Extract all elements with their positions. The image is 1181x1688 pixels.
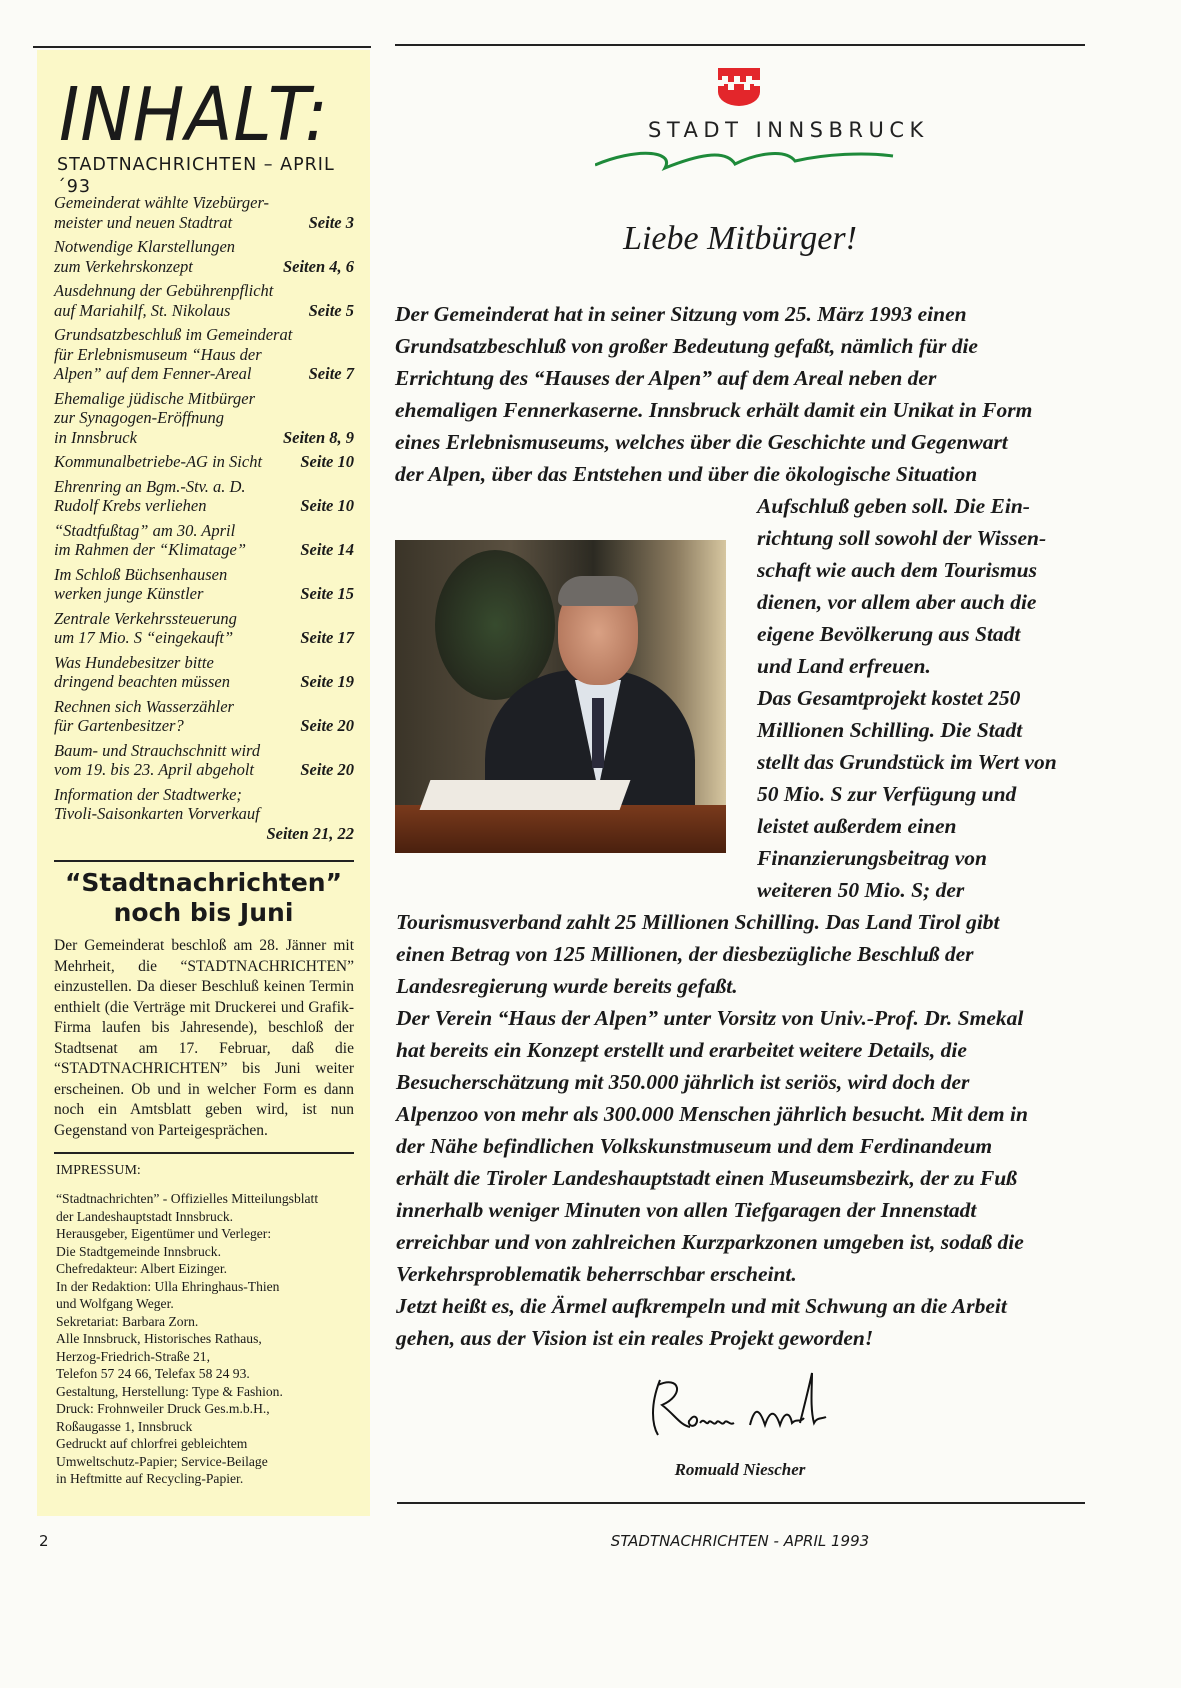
impressum-line: der Landeshauptstadt Innsbruck. (56, 1208, 234, 1224)
toc-page-ref: Seite 10 (300, 452, 354, 471)
top-rule-left (33, 46, 371, 48)
letter-line: eigene Bevölkerung aus Stadt (757, 622, 1021, 646)
letter-line: der Alpen, über das Entstehen und über die ökologische Situation (395, 462, 978, 486)
letter-line: Finanzierungsbeitrag von (757, 846, 987, 870)
impressum-line: Sekretariat: Barbara Zorn. (56, 1313, 199, 1329)
toc-entry (54, 237, 354, 276)
letter-line: einen Betrag von 125 Millionen, der diesbezügliche Beschluß der (396, 942, 974, 966)
impressum-line: Herzog-Friedrich-Straße 21, (56, 1348, 211, 1364)
letter-greeting: Liebe Mitbürger! (623, 220, 857, 257)
toc-entry-line: zum Verkehrskonzept (54, 256, 193, 276)
contents-sidebar (37, 50, 370, 1516)
toc-entry (54, 521, 354, 560)
letter-line: der Nähe befindlichen Volkskunstmuseum und dem Ferdinandeum (396, 1134, 993, 1158)
impressum-line: Alle Innsbruck, Historisches Rathaus, (56, 1331, 262, 1346)
impressum-line: Umweltschutz-Papier; Service-Beilage (56, 1453, 268, 1469)
letter-line: dienen, vor allem aber auch die (757, 590, 1037, 614)
page-number: 2 (39, 1532, 49, 1550)
toc-entry (54, 452, 354, 472)
letter-line: Verkehrsproblematik beherrschbar erscheint. (396, 1262, 797, 1286)
toc-entry-line: “Stadtfußtag” am 30. April (54, 520, 236, 540)
toc-entry-line: auf Mariahilf, St. Nikolaus (54, 300, 231, 320)
toc-page-ref: Seite 15 (300, 584, 354, 603)
impressum-line: Druck: Frohnweiler Druck Ges.m.b.H., (56, 1401, 270, 1416)
toc-page-ref: Seiten 21, 22 (266, 823, 354, 843)
toc-page-ref: Seite 20 (300, 760, 354, 779)
letter-line: gehen, aus der Vision ist ein reales Projekt geworden! (396, 1326, 874, 1350)
toc-entry-line: Rechnen sich Wasserzähler (54, 696, 234, 716)
toc-entry (54, 281, 354, 320)
letter-line: Das Gesamtprojekt kostet 250 (757, 686, 1021, 710)
letter-line: Landesregierung wurde bereits gefaßt. (396, 974, 738, 998)
contents-subtitle: STADTNACHRICHTEN – APRIL ´93 (57, 155, 335, 197)
toc-entry (54, 193, 354, 232)
signature (640, 1365, 840, 1445)
letter-line: richtung soll sowohl der Wissen- (757, 526, 1047, 550)
impressum-line: Roßaugasse 1, Innsbruck (56, 1418, 193, 1434)
letter-line: innerhalb weniger Minuten von allen Tiefgaragen der Innenstadt (396, 1198, 977, 1222)
toc-entry-line: Kommunalbetriebe-AG in Sicht (54, 452, 263, 471)
notice-headline (37, 868, 370, 928)
toc-entry-line: für Gartenbesitzer? (54, 716, 184, 735)
toc-page-ref: Seite 7 (308, 364, 354, 383)
toc-page-ref: Seiten 8, 9 (282, 427, 354, 447)
toc-entry-line: Was Hundebesitzer bitte (54, 652, 214, 672)
table-of-contents (54, 193, 354, 848)
impressum-line: Gedruckt auf chlorfrei gebleichtem (56, 1436, 248, 1451)
notice-headline-line: noch bis Juni (113, 898, 294, 927)
toc-entry (54, 697, 354, 736)
toc-entry (54, 609, 354, 648)
letter-line: erreichbar und von zahlreichen Kurzparkzonen umgeben ist, sodaß die (396, 1230, 1024, 1254)
impressum-line: “Stadtnachrichten” - Offizielles Mitteilungsblatt (56, 1191, 319, 1206)
footer-text: STADTNACHRICHTEN - APRIL 1993 (610, 1532, 870, 1550)
logo-text: STADT INNSBRUCK (648, 118, 929, 142)
letter-line: hat bereits ein Konzept erstellt und erarbeitet weitere Details, die (396, 1038, 967, 1062)
impressum-line: In der Redaktion: Ulla Ehringhaus-Thien (56, 1278, 280, 1294)
letter-line: und Land erfreuen. (757, 654, 931, 678)
toc-entry-line: für Erlebnismuseum “Haus der (54, 344, 262, 364)
impressum-line: Die Stadtgemeinde Innsbruck. (56, 1243, 221, 1259)
impressum-heading: IMPRESSUM: (56, 1163, 141, 1178)
letter-line: Besucherschätzung mit 350.000 jährlich ist seriös, wird doch der (396, 1070, 970, 1094)
hair-shape (558, 576, 638, 606)
papers-shape (420, 780, 631, 810)
toc-entry-line: Baum- und Strauchschnitt wird (54, 740, 261, 760)
bottom-rule-right (397, 1502, 1085, 1504)
toc-entry-line: in Innsbruck (54, 427, 137, 447)
toc-entry (54, 477, 354, 516)
coat-of-arms-icon (718, 68, 760, 106)
toc-entry-line: Gemeinderat wählte Vizebürger- (54, 193, 270, 212)
notice-text: Der Gemeinderat beschloß am 28. Jänner mit Mehrheit, die “STADTNACHRICHTEN” einzustellen. Da dieser Beschluß keinen Termin enthielt (die Verträge mit Druckerei und Grafik-Firma laufen bis Jahresende), beschloß der Stadtsenat am 17. Februar, daß die “STADTNACHRICHTEN” bis Juni weiter erscheinen. Ob und in welcher Form es dann noch ein Amtsblatt geben wird, ist nun Gegenstand von Parteigesprächen. (54, 937, 354, 1139)
impressum-line: Chefredakteur: Albert Eizinger. (56, 1261, 227, 1276)
green-wave (595, 153, 893, 168)
impressum-line: Herausgeber, Eigentümer und Verleger: (56, 1226, 272, 1241)
toc-page-ref: Seite 3 (308, 212, 354, 232)
box-top-rule (54, 860, 354, 862)
letter-line: Jetzt heißt es, die Ärmel aufkrempeln und mit Schwung an die Arbeit (396, 1294, 1007, 1318)
top-rule-right (395, 44, 1085, 46)
letter-line: Der Verein “Haus der Alpen” unter Vorsitz von Univ.-Prof. Dr. Smekal (396, 1006, 1024, 1030)
signer-name: Romuald Niescher (674, 1460, 806, 1479)
desk-shape (395, 805, 726, 853)
toc-entry-line: Rudolf Krebs verliehen (54, 496, 207, 515)
toc-entry (54, 741, 354, 780)
toc-entry-line: werken junge Künstler (54, 584, 204, 603)
letter-line: Tourismusverband zahlt 25 Millionen Schilling. Das Land Tirol gibt (396, 910, 1000, 934)
impressum-line: und Wolfgang Weger. (56, 1296, 174, 1311)
toc-entry (54, 785, 354, 844)
toc-entry-line: Grundsatzbeschluß im Gemeinderat (54, 325, 293, 344)
toc-page-ref: Seite 5 (308, 300, 354, 320)
letter-line: Millionen Schilling. Die Stadt (757, 718, 1023, 742)
toc-entry-line: im Rahmen der “Klimatage” (54, 540, 247, 559)
impressum-line: in Heftmitte auf Recycling-Papier. (56, 1471, 244, 1486)
letter-line: ehemaligen Fennerkaserne. Innsbruck erhält damit ein Unikat in Form (395, 398, 1033, 422)
letter-line: Alpenzoo von mehr als 300.000 Menschen jährlich besucht. Mit dem in (396, 1102, 1028, 1126)
impressum-line: Gestaltung, Herstellung: Type & Fashion. (56, 1383, 283, 1399)
toc-entry-line: Tivoli-Saisonkarten Vorverkauf (54, 804, 260, 823)
toc-entry-line: Notwendige Klarstellungen (54, 237, 236, 256)
toc-entry-line: um 17 Mio. S “eingekauft” (54, 628, 234, 647)
toc-page-ref: Seiten 4, 6 (282, 256, 354, 276)
letter-line: Grundsatzbeschluß von großer Bedeutung gefaßt, nämlich für die (395, 334, 978, 358)
impressum-text (56, 1190, 318, 1488)
notice-headline-line: “Stadtnachrichten” (64, 868, 343, 897)
mayor-photo (395, 540, 726, 853)
toc-entry (54, 325, 354, 384)
impressum-line: Telefon 57 24 66, Telefax 58 24 93. (56, 1366, 250, 1381)
letter-line: stellt das Grundstück im Wert von (757, 750, 1057, 774)
toc-page-ref: Seite 20 (300, 716, 354, 735)
toc-entry (54, 653, 354, 692)
toc-entry (54, 565, 354, 604)
contents-title: INHALT: (59, 72, 329, 158)
letter-line: leistet außerdem einen (757, 814, 957, 838)
toc-entry-line: meister und neuen Stadtrat (54, 212, 233, 232)
letter-line: Der Gemeinderat hat in seiner Sitzung vom 25. März 1993 einen (395, 302, 967, 326)
toc-page-ref: Seite 17 (300, 628, 354, 647)
toc-entry-line: Ehrenring an Bgm.-Stv. a. D. (54, 476, 246, 496)
toc-entry-line: Ehemalige jüdische Mitbürger (54, 388, 256, 408)
letter-line: Errichtung des “Hauses der Alpen” auf dem Areal neben der (395, 366, 937, 390)
toc-entry-line: Information der Stadtwerke; (54, 784, 242, 804)
toc-page-ref: Seite 19 (300, 672, 354, 691)
letter-line: schaft wie auch dem Tourismus (757, 558, 1037, 582)
toc-entry-line: vom 19. bis 23. April abgeholt (54, 760, 254, 779)
letter-line: eines Erlebnismuseums, welches über die Geschichte und Gegenwart (395, 430, 1008, 454)
toc-entry-line: Zentrale Verkehrssteuerung (54, 608, 237, 628)
toc-page-ref: Seite 10 (300, 496, 354, 515)
toc-entry-line: Alpen” auf dem Fenner-Areal (54, 364, 252, 383)
toc-entry-line: Ausdehnung der Gebührenpflicht (54, 281, 274, 300)
toc-entry-line: Im Schloß Büchsenhausen (54, 564, 228, 584)
toc-page-ref: Seite 14 (300, 540, 354, 559)
toc-entry-line: dringend beachten müssen (54, 672, 230, 691)
impressum-rule (54, 1152, 354, 1154)
toc-entry-line: zur Synagogen-Eröffnung (54, 408, 225, 427)
letter-line: erhält die Tiroler Landeshauptstadt einen Museumsbezirk, der zu Fuß (396, 1166, 1018, 1190)
tie-shape (592, 698, 604, 768)
letter-line: Aufschluß geben soll. Die Ein- (757, 494, 1030, 518)
letter-line: 50 Mio. S zur Verfügung und (757, 782, 1017, 806)
toc-entry (54, 389, 354, 448)
letter-line: weiteren 50 Mio. S; der (757, 878, 965, 902)
